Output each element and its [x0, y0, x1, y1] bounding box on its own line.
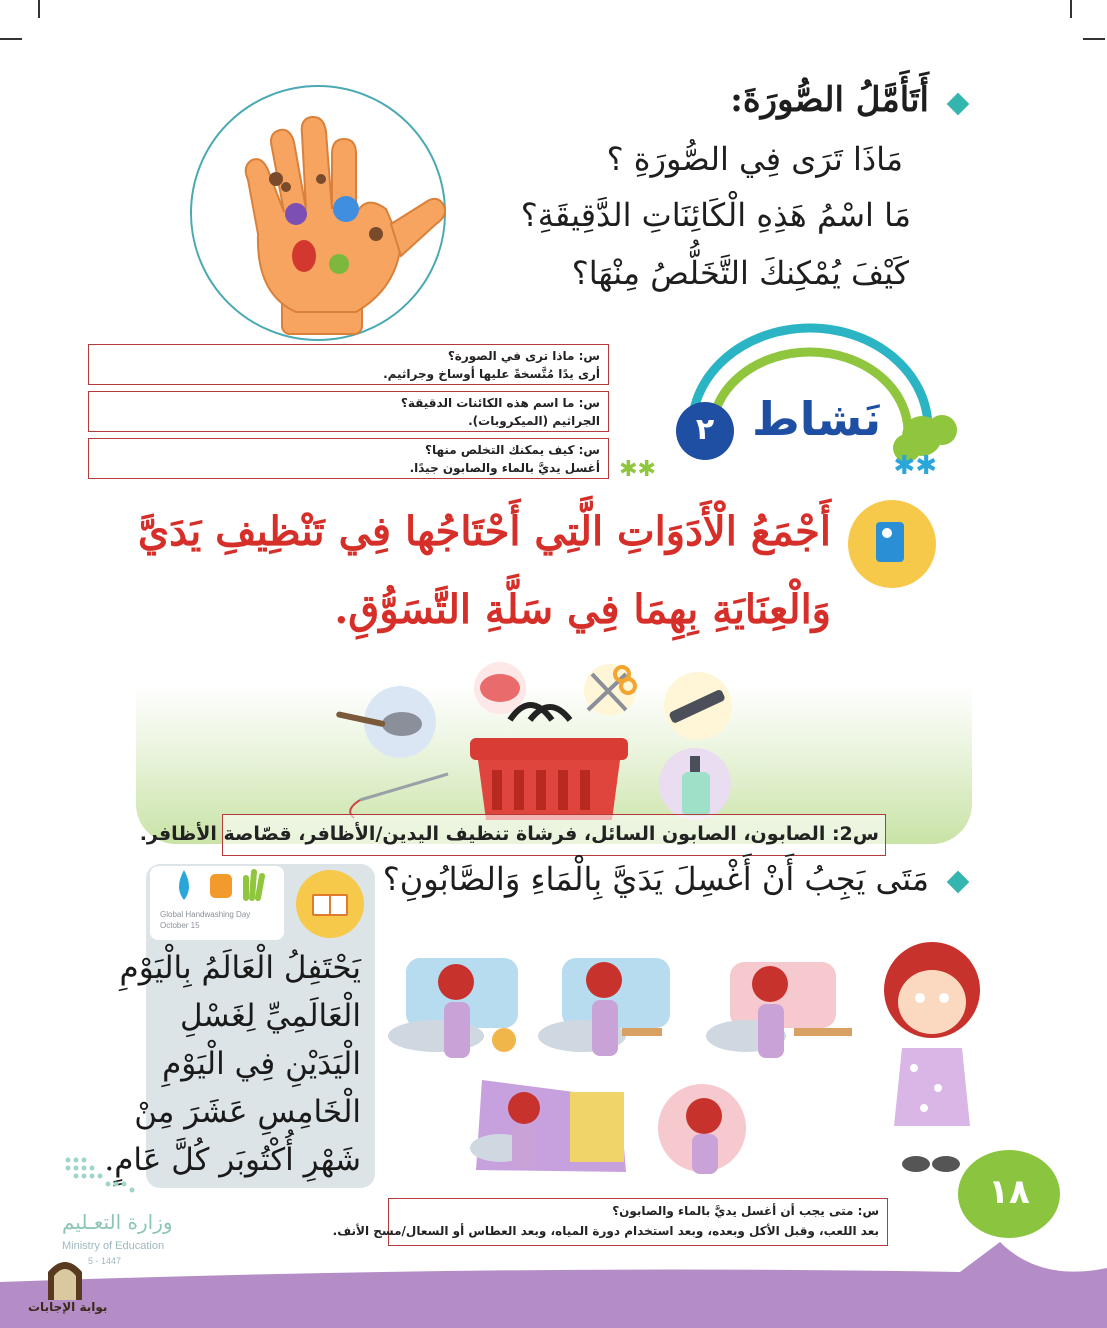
answer-text: بعد اللعب، وقبل الأكل وبعده، وبعد استخدام دورة المياه، وبعد العطاس أو السعال/مسح الأنف.: [332, 1224, 879, 1238]
scene-after-toilet: [538, 958, 670, 1056]
observe-question-2: مَا اسْمُ هَذِهِ الْكَائِنَاتِ الدَّقِيقَةِ؟: [520, 196, 911, 234]
bullet-diamond: [947, 871, 970, 894]
observe-heading: أَتَأَمَّلُ الصُّورَةَ:: [730, 80, 929, 120]
observe-question-1: مَاذَا تَرَى فِي الصُّورَةِ ؟: [606, 140, 903, 178]
answer-box-2: [88, 391, 609, 432]
svg-text:✱✱: ✱✱: [619, 457, 656, 482]
dirty-hand-illustration: [186, 84, 450, 342]
activity-instruction-line1: أَجْمَعُ الْأَدَوَاتِ الَّتِي أَحْتَاجُها فِي تَنْظِيفِ يَدَيَّ: [137, 508, 831, 555]
info-line-3: الْيَدَيْنِ فِي الْيَوْمِ: [162, 1046, 361, 1082]
ministry-name-en: Ministry of Education: [62, 1240, 165, 1252]
answer-question: س: متى يجب أن أغسل يديَّ بالماء والصابون؟: [612, 1204, 879, 1218]
handwashing-day-logo: [150, 866, 284, 940]
page-number: ١٨: [988, 1172, 1030, 1212]
watermark-text: بوابة الإجابات: [28, 1300, 108, 1314]
crop-mark: [0, 38, 22, 40]
info-line-4: الْخَامِسِ عَشَرَ مِنْ: [134, 1094, 361, 1130]
puzzle-icon: [848, 500, 936, 588]
crop-mark: [1083, 38, 1105, 40]
scene-after-sneezing: [470, 1080, 626, 1172]
girl-character-illustration: [880, 938, 990, 1178]
answer-box-3: [88, 438, 609, 479]
answer-text: أرى يدًا مُتَّسخةً عليها أوساخ وجراثيم.: [383, 367, 600, 381]
crop-mark: [1070, 0, 1072, 18]
activity-label: نَشاط: [752, 392, 882, 446]
ministry-dots-logo: [62, 1154, 172, 1198]
when-heading: مَتَى يَجِبُ أَنْ أَغْسِلَ يَدَيَّ بِالْمَاءِ وَالصَّابُونِ؟: [382, 860, 929, 898]
svg-text:✱✱: ✱✱: [893, 451, 937, 481]
answer-box-1: [88, 344, 609, 385]
scene-after-playing: [388, 958, 518, 1058]
logo-date: October 15: [160, 921, 200, 930]
book-icon: [296, 870, 364, 938]
footer-band: [0, 1222, 1107, 1328]
watermark-logo-icon: [44, 1254, 86, 1302]
info-line-5: شَهْرِ أُكْتُوبَر كُلَّ عَامٍ.: [104, 1142, 361, 1178]
bullet-diamond: [947, 93, 970, 116]
activity-number-badge: ٢: [676, 402, 734, 460]
hands-logo-icon: [168, 866, 268, 910]
handwashing-scenes-illustration: [386, 952, 866, 1182]
activity-answer: س2: الصابون، الصابون السائل، فرشاة تنظيف اليدين/الأظافر، قصّاصة الأظافر.: [222, 814, 886, 856]
answer-question: س: ماذا ترى في الصورة؟: [447, 349, 600, 363]
scene-after-blowing-nose: [658, 1084, 746, 1174]
logo-title: Global Handwashing Day: [160, 910, 251, 919]
activity-instruction-line2: وَالْعِنَايَةِ بِهِمَا فِي سَلَّةِ التَّسَوُّقِ.: [334, 586, 831, 633]
answer-question: س: ما اسم هذه الكائنات الدقيقة؟: [400, 396, 600, 410]
ministry-year: 5 - 1447: [88, 1256, 122, 1266]
scene-before-eating: [706, 962, 852, 1058]
crop-mark: [38, 0, 40, 18]
info-line-1: يَحْتَفِلُ الْعَالَمُ بِالْيَوْمِ: [119, 950, 361, 986]
ministry-name-ar: وزارة التعـليم: [62, 1210, 173, 1234]
observe-question-3: كَيْفَ يُمْكِنكَ التَّخَلُّصُ مِنْهَا؟: [571, 254, 909, 292]
answer-text: الجراثيم (الميكروبات).: [468, 414, 600, 428]
info-line-2: الْعَالَمِيِّ لِغَسْلِ: [179, 998, 361, 1034]
answer-question: س: كيف يمكنك التخلص منها؟: [425, 443, 600, 457]
answer-text: أغسل يديَّ بالماء والصابون جيدًا.: [409, 461, 600, 475]
